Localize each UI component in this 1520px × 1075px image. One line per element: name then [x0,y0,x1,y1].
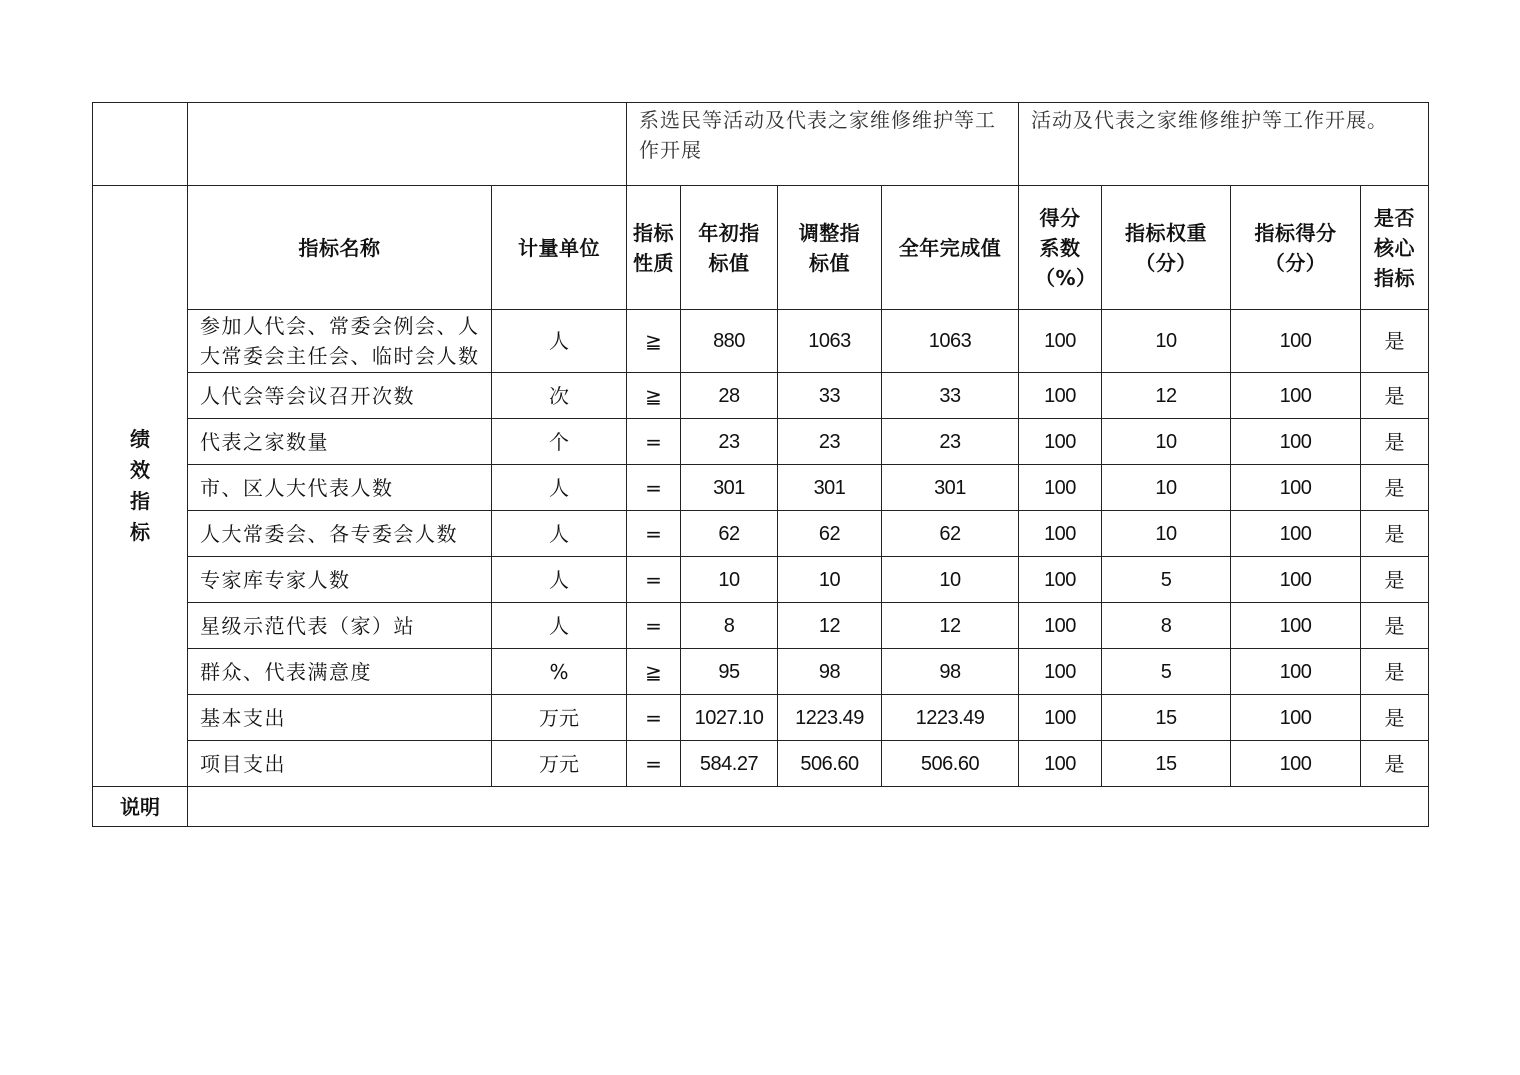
initial-value-cell: 28 [681,373,778,419]
score-cell: 100 [1231,649,1361,695]
indicator-name-cell: 代表之家数量 [188,419,492,465]
initial-value-cell: 584.27 [681,741,778,787]
indicator-name-cell: 星级示范代表（家）站 [188,603,492,649]
core-indicator-cell: 是 [1361,741,1429,787]
completed-value-cell: 23 [882,419,1019,465]
adjusted-value-cell: 1063 [778,310,882,373]
table-row [93,373,1429,419]
header-core-indicator: 是否核心指标 [1361,186,1429,310]
unit-cell: 个 [492,419,627,465]
weight-cell: 10 [1102,310,1231,373]
header-score-coefficient: 得分系数（%） [1019,186,1102,310]
performance-indicator-table [92,102,1429,827]
nature-cell: = [627,511,681,557]
core-indicator-cell: 是 [1361,695,1429,741]
header-adjusted-value: 调整指标值 [778,186,882,310]
coefficient-cell: 100 [1019,603,1102,649]
indicator-name-cell: 人代会等会议召开次数 [188,373,492,419]
coefficient-cell: 100 [1019,741,1102,787]
coefficient-cell: 100 [1019,419,1102,465]
completed-value-cell: 1063 [882,310,1019,373]
initial-value-cell: 880 [681,310,778,373]
coefficient-cell: 100 [1019,465,1102,511]
unit-cell: 人 [492,511,627,557]
adjusted-value-cell: 301 [778,465,882,511]
score-cell: 100 [1231,310,1361,373]
continuation-empty-cell [188,103,627,186]
initial-value-cell: 1027.10 [681,695,778,741]
core-indicator-cell: 是 [1361,465,1429,511]
header-nature: 指标性质 [627,186,681,310]
header-weight: 指标权重（分） [1102,186,1231,310]
weight-cell: 12 [1102,373,1231,419]
completed-value-cell: 506.60 [882,741,1019,787]
score-cell: 100 [1231,603,1361,649]
completed-value-cell: 33 [882,373,1019,419]
indicator-name-cell: 群众、代表满意度 [188,649,492,695]
completed-value-cell: 1223.49 [882,695,1019,741]
weight-cell: 5 [1102,649,1231,695]
score-cell: 100 [1231,695,1361,741]
core-indicator-cell: 是 [1361,310,1429,373]
initial-value-cell: 95 [681,649,778,695]
coefficient-cell: 100 [1019,695,1102,741]
indicator-name-cell: 市、区人大代表人数 [188,465,492,511]
nature-cell: = [627,557,681,603]
initial-value-cell: 10 [681,557,778,603]
continuation-text-b: 活动及代表之家维修维护等工作开展。 [1019,103,1429,186]
table-row [93,419,1429,465]
score-cell: 100 [1231,741,1361,787]
continuation-row [93,103,1429,186]
header-unit: 计量单位 [492,186,627,310]
weight-cell: 10 [1102,419,1231,465]
coefficient-cell: 100 [1019,649,1102,695]
indicator-name-cell: 参加人代会、常委会例会、人大常委会主任会、临时会人数 [188,310,492,373]
header-score: 指标得分（分） [1231,186,1361,310]
footer-row [93,787,1429,827]
completed-value-cell: 301 [882,465,1019,511]
score-cell: 100 [1231,557,1361,603]
nature-cell: ≧ [627,649,681,695]
nature-cell: ≧ [627,310,681,373]
unit-cell: 次 [492,373,627,419]
adjusted-value-cell: 23 [778,419,882,465]
weight-cell: 10 [1102,511,1231,557]
score-cell: 100 [1231,373,1361,419]
nature-cell: ≧ [627,373,681,419]
weight-cell: 5 [1102,557,1231,603]
indicator-name-cell: 人大常委会、各专委会人数 [188,511,492,557]
header-initial-value: 年初指标值 [681,186,778,310]
header-completed-value: 全年完成值 [882,186,1019,310]
core-indicator-cell: 是 [1361,511,1429,557]
continuation-text-a: 系选民等活动及代表之家维修维护等工作开展 [627,103,1019,186]
adjusted-value-cell: 10 [778,557,882,603]
table-row [93,511,1429,557]
continuation-label-cell [93,103,188,186]
table-row [93,649,1429,695]
section-label-performance: 绩 效 指 标 [93,186,188,787]
indicator-name-cell: 基本支出 [188,695,492,741]
adjusted-value-cell: 1223.49 [778,695,882,741]
nature-cell: = [627,603,681,649]
coefficient-cell: 100 [1019,511,1102,557]
initial-value-cell: 62 [681,511,778,557]
core-indicator-cell: 是 [1361,603,1429,649]
indicator-name-cell: 专家库专家人数 [188,557,492,603]
weight-cell: 15 [1102,695,1231,741]
score-cell: 100 [1231,419,1361,465]
completed-value-cell: 62 [882,511,1019,557]
footer-content [188,787,1429,827]
weight-cell: 15 [1102,741,1231,787]
nature-cell: = [627,695,681,741]
core-indicator-cell: 是 [1361,373,1429,419]
adjusted-value-cell: 12 [778,603,882,649]
adjusted-value-cell: 506.60 [778,741,882,787]
nature-cell: = [627,465,681,511]
score-cell: 100 [1231,511,1361,557]
unit-cell: 万元 [492,741,627,787]
core-indicator-cell: 是 [1361,419,1429,465]
nature-cell: = [627,419,681,465]
initial-value-cell: 8 [681,603,778,649]
core-indicator-cell: 是 [1361,557,1429,603]
weight-cell: 10 [1102,465,1231,511]
header-indicator-name: 指标名称 [188,186,492,310]
nature-cell: = [627,741,681,787]
table-row [93,695,1429,741]
completed-value-cell: 10 [882,557,1019,603]
coefficient-cell: 100 [1019,373,1102,419]
table-row [93,557,1429,603]
adjusted-value-cell: 98 [778,649,882,695]
unit-cell: % [492,649,627,695]
table-row [93,310,1429,373]
adjusted-value-cell: 33 [778,373,882,419]
score-cell: 100 [1231,465,1361,511]
unit-cell: 人 [492,310,627,373]
completed-value-cell: 12 [882,603,1019,649]
completed-value-cell: 98 [882,649,1019,695]
table-row [93,465,1429,511]
unit-cell: 人 [492,557,627,603]
header-row [93,186,1429,310]
unit-cell: 人 [492,603,627,649]
table-row [93,741,1429,787]
initial-value-cell: 301 [681,465,778,511]
footer-label: 说明 [93,787,188,827]
indicator-name-cell: 项目支出 [188,741,492,787]
weight-cell: 8 [1102,603,1231,649]
table-row [93,603,1429,649]
adjusted-value-cell: 62 [778,511,882,557]
coefficient-cell: 100 [1019,310,1102,373]
unit-cell: 万元 [492,695,627,741]
unit-cell: 人 [492,465,627,511]
core-indicator-cell: 是 [1361,649,1429,695]
initial-value-cell: 23 [681,419,778,465]
coefficient-cell: 100 [1019,557,1102,603]
